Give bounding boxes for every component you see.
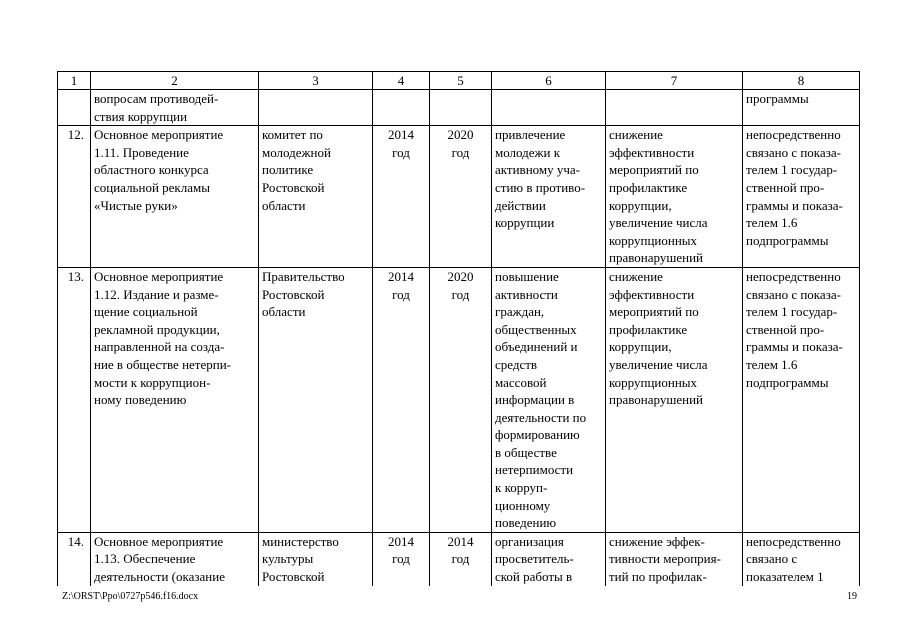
table-cell	[492, 90, 606, 126]
table-cell	[743, 532, 860, 585]
table-cell	[743, 126, 860, 268]
column-number-row	[58, 72, 860, 90]
cell-line: непосредственно	[746, 127, 841, 143]
cell-line: год	[392, 551, 410, 567]
cell-line: социальной рекламы	[94, 179, 210, 195]
cell-line: коррупционных	[609, 374, 698, 390]
cell-line: ствия коррупции	[94, 108, 188, 124]
table-cell	[91, 90, 259, 126]
table-cell	[606, 267, 743, 532]
cell-line: ному поведению	[94, 392, 187, 408]
table-cell	[492, 126, 606, 268]
cell-line: мероприятий по	[609, 304, 699, 320]
cell-line: тивности мероприя-	[609, 551, 721, 567]
cell-line: культуры	[262, 551, 314, 567]
table-row	[58, 126, 860, 268]
cell-line: непосредственно	[746, 268, 841, 284]
cell-line: год	[451, 286, 470, 302]
table-row	[58, 267, 860, 532]
cell-line: правонарушений	[609, 392, 703, 408]
cell-line: правонарушений	[609, 250, 703, 266]
cell-line: формированию	[495, 427, 580, 443]
cell-line: Правительство	[262, 268, 345, 284]
cell-line: телем 1 государ-	[746, 304, 838, 320]
cell-line: к корруп-	[495, 480, 548, 496]
cell-line: 2014	[388, 533, 414, 549]
table-cell	[492, 267, 606, 532]
cell-line: показателем 1	[746, 569, 824, 585]
cell-line: 2014	[388, 127, 414, 143]
cell-line: массовой	[495, 374, 547, 390]
cell-line: нетерпимости	[495, 462, 574, 478]
cell-line: министерство	[262, 533, 339, 549]
cell-line: год	[451, 551, 470, 567]
cell-line: ской работы в	[495, 569, 573, 585]
cell-line: непосредственно	[746, 533, 841, 549]
cell-line: активному уча-	[495, 162, 581, 178]
header-cell: 5	[430, 72, 492, 90]
table-cell	[259, 126, 373, 268]
row-number: 14.	[58, 532, 91, 585]
cell-line: увеличение числа	[609, 356, 708, 372]
cell-line: направленной на созда-	[94, 339, 225, 355]
page-number: 19	[847, 591, 857, 602]
cell-line: информации в	[495, 392, 575, 408]
cell-line: коррупции,	[609, 339, 672, 355]
cell-line: мости к коррупцион-	[94, 374, 211, 390]
cell-line: объединений и	[495, 339, 578, 355]
cell-line: Основное мероприятие	[94, 533, 224, 549]
cell-line: снижение	[609, 127, 663, 143]
cell-line: эффективности	[609, 286, 695, 302]
row-number: 13.	[58, 267, 91, 532]
cell-line: телем 1.6	[746, 215, 798, 231]
table-cell	[373, 90, 430, 126]
table-cell	[58, 90, 91, 126]
cell-line: областного конкурса	[94, 162, 209, 178]
table-cell	[259, 267, 373, 532]
cell-line: ственной про-	[746, 179, 825, 195]
cell-line: средств	[495, 356, 538, 372]
cell-line: 2020	[447, 268, 474, 284]
header-cell: 1	[58, 72, 91, 90]
cell-line: молодежи к	[495, 144, 561, 160]
cell-line: связано с показа-	[746, 144, 841, 160]
cell-line: 1.13. Обеспечение	[94, 551, 196, 567]
cell-line: рекламной продукции,	[94, 321, 220, 337]
cell-line: 1.11. Проведение	[94, 144, 189, 160]
continuation-row	[58, 90, 860, 126]
cell-line: повышение	[495, 268, 559, 284]
cell-line: подпрограммы	[746, 232, 829, 248]
cell-line: ционному	[495, 497, 551, 513]
header-cell: 4	[373, 72, 430, 90]
document-path: Z:\ORST\Ppo\0727p546.f16.docx	[62, 591, 199, 602]
cell-line: активности	[495, 286, 558, 302]
cell-line: снижение эффек-	[609, 533, 705, 549]
cell-line: деятельности (оказание	[94, 569, 225, 585]
table-cell	[91, 126, 259, 268]
cell-line: Основное мероприятие	[94, 127, 224, 143]
table-cell	[373, 267, 430, 532]
cell-line: Ростовской	[262, 179, 325, 195]
cell-line: снижение	[609, 268, 663, 284]
table-cell	[492, 532, 606, 585]
program-table	[57, 71, 860, 586]
header-cell: 8	[743, 72, 860, 90]
cell-line: эффективности	[609, 144, 695, 160]
cell-line: связано с	[746, 551, 798, 567]
cell-line: год	[392, 144, 410, 160]
cell-line: деятельности по	[495, 409, 587, 425]
cell-line: 1.12. Издание и разме-	[94, 286, 219, 302]
header-cell: 7	[606, 72, 743, 90]
cell-line: Основное мероприятие	[94, 268, 224, 284]
table-cell	[430, 267, 492, 532]
cell-line: комитет по	[262, 127, 323, 143]
table-cell	[743, 267, 860, 532]
cell-line: действии	[495, 197, 546, 213]
cell-line: программы	[746, 91, 809, 106]
cell-line: связано с показа-	[746, 286, 841, 302]
cell-line: «Чистые руки»	[94, 197, 178, 213]
table-cell	[373, 126, 430, 268]
table-cell	[606, 90, 743, 126]
cell-line: мероприятий по	[609, 162, 699, 178]
cell-line: общественных	[495, 321, 577, 337]
cell-line: профилактике	[609, 179, 688, 195]
cell-line: области	[262, 304, 306, 320]
cell-line: политике	[262, 162, 314, 178]
cell-line: граммы и показа-	[746, 197, 843, 213]
cell-line: щение социальной	[94, 304, 198, 320]
table-row	[58, 532, 860, 585]
cell-line: профилактике	[609, 321, 688, 337]
cell-line: подпрограммы	[746, 374, 829, 390]
header-cell: 2	[91, 72, 259, 90]
cell-line: коррупции	[495, 215, 555, 231]
cell-line: вопросам противодей-	[94, 91, 219, 106]
cell-line: тий по профилак-	[609, 569, 707, 585]
header-cell: 6	[492, 72, 606, 90]
cell-line: 2020	[447, 127, 474, 143]
cell-line: граммы и показа-	[746, 339, 843, 355]
cell-line: граждан,	[495, 304, 545, 320]
table-cell	[430, 90, 492, 126]
table-cell	[743, 90, 860, 126]
cell-line: 2014	[447, 533, 474, 549]
header-cell: 3	[259, 72, 373, 90]
cell-line: ние в обществе нетерпи-	[94, 356, 231, 372]
cell-line: просветитель-	[495, 551, 574, 567]
cell-line: Ростовской	[262, 569, 325, 585]
cell-line: 2014	[388, 268, 414, 284]
cell-line: год	[451, 144, 470, 160]
cell-line: области	[262, 197, 306, 213]
cell-line: организация	[495, 533, 564, 549]
cell-line: телем 1 государ-	[746, 162, 838, 178]
cell-line: коррупции,	[609, 197, 672, 213]
table-cell	[430, 532, 492, 585]
row-number: 12.	[58, 126, 91, 268]
table-cell	[430, 126, 492, 268]
table-cell	[373, 532, 430, 585]
table-cell	[91, 532, 259, 585]
cell-line: телем 1.6	[746, 356, 798, 372]
cell-line: поведению	[495, 515, 557, 531]
table-cell	[606, 532, 743, 585]
table-cell	[259, 90, 373, 126]
cell-line: Ростовской	[262, 286, 325, 302]
cell-line: стию в противо-	[495, 179, 586, 195]
cell-line: год	[392, 286, 410, 302]
table-cell	[259, 532, 373, 585]
cell-line: ственной про-	[746, 321, 825, 337]
cell-line: увеличение числа	[609, 215, 708, 231]
table-cell	[606, 126, 743, 268]
cell-line: коррупционных	[609, 232, 698, 248]
table-cell	[91, 267, 259, 532]
cell-line: в обществе	[495, 444, 557, 460]
cell-line: молодежной	[262, 144, 331, 160]
cell-line: привлечение	[495, 127, 566, 143]
